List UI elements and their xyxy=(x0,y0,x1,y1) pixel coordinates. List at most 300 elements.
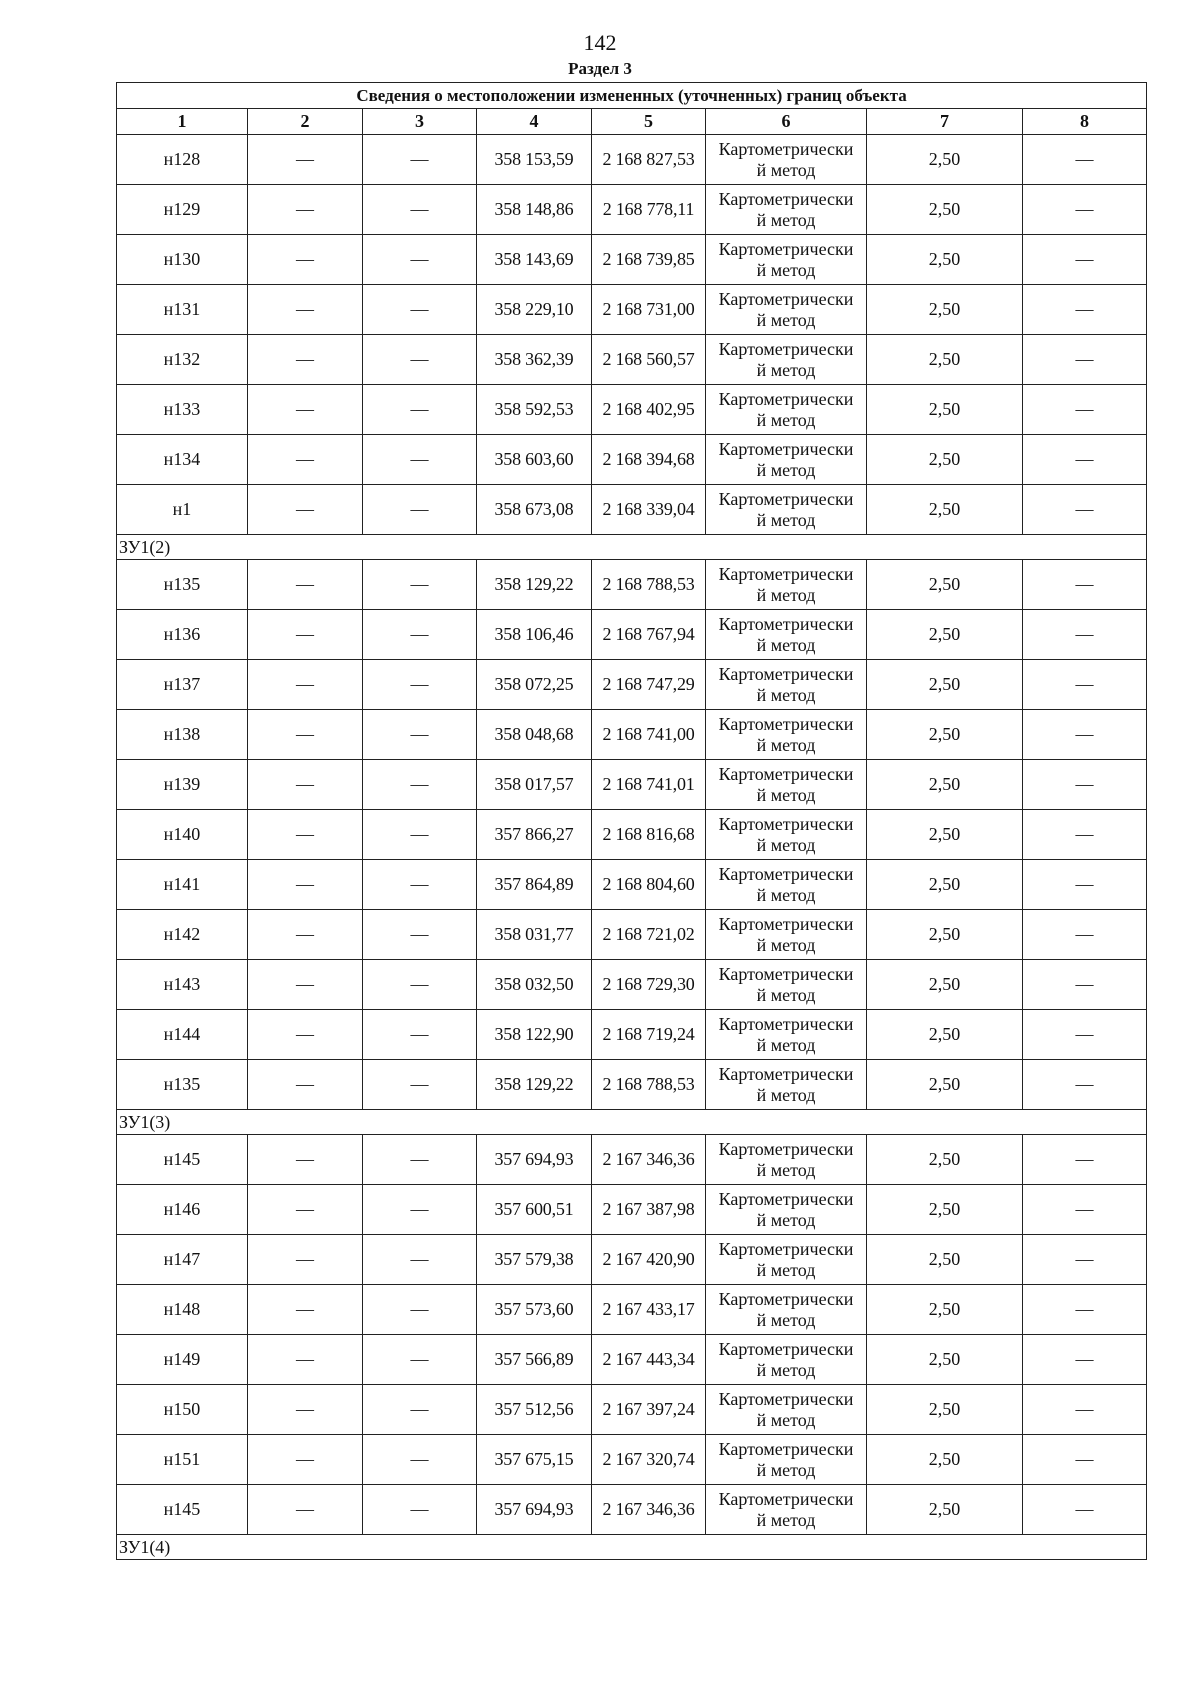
point-name-cell: н131 xyxy=(117,285,248,335)
x-coordinate-cell: 358 129,22 xyxy=(477,1060,592,1110)
column-2-cell: — xyxy=(248,910,363,960)
method-cell xyxy=(706,560,867,610)
y-coordinate-cell: 2 167 320,74 xyxy=(592,1435,706,1485)
method-cell xyxy=(706,1010,867,1060)
accuracy-cell: 2,50 xyxy=(867,285,1023,335)
column-header: 5 xyxy=(592,109,706,135)
method-text-line1: Картометрически xyxy=(718,713,854,734)
column-2-cell: — xyxy=(248,960,363,1010)
x-coordinate-cell: 358 122,90 xyxy=(477,1010,592,1060)
accuracy-cell: 2,50 xyxy=(867,610,1023,660)
method-text-line2: й метод xyxy=(756,1509,816,1530)
column-8-cell: — xyxy=(1023,760,1147,810)
x-coordinate-cell: 358 031,77 xyxy=(477,910,592,960)
x-coordinate-cell: 357 866,27 xyxy=(477,810,592,860)
column-3-cell: — xyxy=(363,235,477,285)
column-8-cell: — xyxy=(1023,1335,1147,1385)
point-name-cell: н142 xyxy=(117,910,248,960)
column-8-cell: — xyxy=(1023,1185,1147,1235)
column-2-cell: — xyxy=(248,285,363,335)
method-text-line2: й метод xyxy=(756,1034,816,1055)
accuracy-cell: 2,50 xyxy=(867,1135,1023,1185)
column-3-cell: — xyxy=(363,135,477,185)
method-text-line2: й метод xyxy=(756,409,816,430)
table-row xyxy=(117,710,1147,760)
x-coordinate-cell: 357 675,15 xyxy=(477,1435,592,1485)
column-8-cell: — xyxy=(1023,435,1147,485)
column-2-cell: — xyxy=(248,1335,363,1385)
accuracy-cell: 2,50 xyxy=(867,435,1023,485)
column-header: 6 xyxy=(706,109,867,135)
column-2-cell: — xyxy=(248,1235,363,1285)
column-header: 4 xyxy=(477,109,592,135)
x-coordinate-cell: 358 673,08 xyxy=(477,485,592,535)
column-3-cell: — xyxy=(363,810,477,860)
column-3-cell: — xyxy=(363,1435,477,1485)
table-row xyxy=(117,610,1147,660)
column-2-cell: — xyxy=(248,1010,363,1060)
y-coordinate-cell: 2 168 778,11 xyxy=(592,185,706,235)
column-8-cell: — xyxy=(1023,960,1147,1010)
point-name-cell: н139 xyxy=(117,760,248,810)
accuracy-cell: 2,50 xyxy=(867,1185,1023,1235)
page-number: 142 xyxy=(583,30,617,55)
y-coordinate-cell: 2 168 788,53 xyxy=(592,1060,706,1110)
method-text-line2: й метод xyxy=(756,884,816,905)
table-row xyxy=(117,135,1147,185)
column-2-cell: — xyxy=(248,710,363,760)
y-coordinate-cell: 2 168 402,95 xyxy=(592,385,706,435)
method-text-line2: й метод xyxy=(756,784,816,805)
y-coordinate-cell: 2 168 339,04 xyxy=(592,485,706,535)
point-name-cell: н128 xyxy=(117,135,248,185)
column-2-cell: — xyxy=(248,1385,363,1435)
section-title: Раздел 3 xyxy=(568,59,632,78)
column-2-cell: — xyxy=(248,185,363,235)
method-text-line1: Картометрически xyxy=(718,563,854,584)
column-8-cell: — xyxy=(1023,1485,1147,1535)
accuracy-cell: 2,50 xyxy=(867,135,1023,185)
accuracy-cell: 2,50 xyxy=(867,385,1023,435)
accuracy-cell: 2,50 xyxy=(867,1335,1023,1385)
column-8-cell: — xyxy=(1023,185,1147,235)
table-row xyxy=(117,1235,1147,1285)
table-row xyxy=(117,1285,1147,1335)
column-2-cell: — xyxy=(248,610,363,660)
method-text-line1: Картометрически xyxy=(718,288,854,309)
x-coordinate-cell: 358 143,69 xyxy=(477,235,592,285)
column-2-cell: — xyxy=(248,760,363,810)
x-coordinate-cell: 357 573,60 xyxy=(477,1285,592,1335)
group-label-row xyxy=(117,535,1147,560)
x-coordinate-cell: 357 579,38 xyxy=(477,1235,592,1285)
method-cell xyxy=(706,1235,867,1285)
method-text-line1: Картометрически xyxy=(718,913,854,934)
column-8-cell: — xyxy=(1023,560,1147,610)
column-2-cell: — xyxy=(248,435,363,485)
column-2-cell: — xyxy=(248,485,363,535)
point-name-cell: н150 xyxy=(117,1385,248,1435)
table-row xyxy=(117,1060,1147,1110)
column-header: 3 xyxy=(363,109,477,135)
y-coordinate-cell: 2 167 397,24 xyxy=(592,1385,706,1435)
y-coordinate-cell: 2 168 739,85 xyxy=(592,235,706,285)
method-text-line1: Картометрически xyxy=(718,1013,854,1034)
method-text-line2: й метод xyxy=(756,359,816,380)
column-3-cell: — xyxy=(363,1335,477,1385)
method-text-line1: Картометрически xyxy=(718,1188,854,1209)
column-8-cell: — xyxy=(1023,235,1147,285)
column-8-cell: — xyxy=(1023,285,1147,335)
method-text-line2: й метод xyxy=(756,934,816,955)
table-row xyxy=(117,1485,1147,1535)
column-3-cell: — xyxy=(363,435,477,485)
column-8-cell: — xyxy=(1023,485,1147,535)
column-3-cell: — xyxy=(363,610,477,660)
accuracy-cell: 2,50 xyxy=(867,710,1023,760)
column-3-cell: — xyxy=(363,485,477,535)
column-3-cell: — xyxy=(363,1185,477,1235)
accuracy-cell: 2,50 xyxy=(867,560,1023,610)
column-8-cell: — xyxy=(1023,610,1147,660)
method-cell xyxy=(706,485,867,535)
method-text-line1: Картометрически xyxy=(718,613,854,634)
point-name-cell: н143 xyxy=(117,960,248,1010)
method-text-line2: й метод xyxy=(756,309,816,330)
column-3-cell: — xyxy=(363,960,477,1010)
column-2-cell: — xyxy=(248,335,363,385)
column-3-cell: — xyxy=(363,1485,477,1535)
table-row xyxy=(117,335,1147,385)
table-row xyxy=(117,1335,1147,1385)
y-coordinate-cell: 2 168 741,00 xyxy=(592,710,706,760)
method-text-line2: й метод xyxy=(756,209,816,230)
column-2-cell: — xyxy=(248,860,363,910)
point-name-cell: н137 xyxy=(117,660,248,710)
method-text-line2: й метод xyxy=(756,1409,816,1430)
method-cell xyxy=(706,1285,867,1335)
method-cell xyxy=(706,1060,867,1110)
table-row xyxy=(117,760,1147,810)
column-8-cell: — xyxy=(1023,335,1147,385)
x-coordinate-cell: 358 048,68 xyxy=(477,710,592,760)
column-8-cell: — xyxy=(1023,660,1147,710)
point-name-cell: н129 xyxy=(117,185,248,235)
point-name-cell: н140 xyxy=(117,810,248,860)
method-text-line1: Картометрически xyxy=(718,138,854,159)
method-cell xyxy=(706,1385,867,1435)
column-2-cell: — xyxy=(248,135,363,185)
column-2-cell: — xyxy=(248,660,363,710)
column-8-cell: — xyxy=(1023,910,1147,960)
method-cell xyxy=(706,1485,867,1535)
accuracy-cell: 2,50 xyxy=(867,485,1023,535)
accuracy-cell: 2,50 xyxy=(867,1235,1023,1285)
column-2-cell: — xyxy=(248,810,363,860)
point-name-cell: н141 xyxy=(117,860,248,910)
method-text-line1: Картометрически xyxy=(718,1288,854,1309)
column-3-cell: — xyxy=(363,910,477,960)
method-text-line2: й метод xyxy=(756,1359,816,1380)
column-8-cell: — xyxy=(1023,1285,1147,1335)
point-name-cell: н147 xyxy=(117,1235,248,1285)
column-3-cell: — xyxy=(363,560,477,610)
column-3-cell: — xyxy=(363,1010,477,1060)
y-coordinate-cell: 2 168 827,53 xyxy=(592,135,706,185)
column-2-cell: — xyxy=(248,385,363,435)
y-coordinate-cell: 2 167 420,90 xyxy=(592,1235,706,1285)
column-header: 7 xyxy=(867,109,1023,135)
group-label: ЗУ1(2) xyxy=(117,535,1147,560)
boundary-coordinates-table xyxy=(116,82,1147,1560)
x-coordinate-cell: 357 694,93 xyxy=(477,1485,592,1535)
method-text-line2: й метод xyxy=(756,1159,816,1180)
method-cell xyxy=(706,910,867,960)
method-text-line2: й метод xyxy=(756,584,816,605)
method-cell xyxy=(706,610,867,660)
column-3-cell: — xyxy=(363,385,477,435)
column-2-cell: — xyxy=(248,1435,363,1485)
column-3-cell: — xyxy=(363,285,477,335)
column-3-cell: — xyxy=(363,335,477,385)
column-header: 8 xyxy=(1023,109,1147,135)
accuracy-cell: 2,50 xyxy=(867,760,1023,810)
table-row xyxy=(117,485,1147,535)
method-text-line1: Картометрически xyxy=(718,388,854,409)
point-name-cell: н151 xyxy=(117,1435,248,1485)
method-cell xyxy=(706,335,867,385)
group-label: ЗУ1(3) xyxy=(117,1110,1147,1135)
x-coordinate-cell: 358 592,53 xyxy=(477,385,592,435)
column-8-cell: — xyxy=(1023,135,1147,185)
point-name-cell: н135 xyxy=(117,1060,248,1110)
column-8-cell: — xyxy=(1023,1385,1147,1435)
group-label-row xyxy=(117,1110,1147,1135)
group-label-row xyxy=(117,1535,1147,1560)
accuracy-cell: 2,50 xyxy=(867,910,1023,960)
method-text-line1: Картометрически xyxy=(718,1388,854,1409)
table-row xyxy=(117,1435,1147,1485)
method-text-line1: Картометрически xyxy=(718,188,854,209)
y-coordinate-cell: 2 167 346,36 xyxy=(592,1135,706,1185)
table-caption-row xyxy=(117,83,1147,109)
x-coordinate-cell: 358 017,57 xyxy=(477,760,592,810)
column-3-cell: — xyxy=(363,710,477,760)
method-text-line2: й метод xyxy=(756,984,816,1005)
method-text-line2: й метод xyxy=(756,1259,816,1280)
column-2-cell: — xyxy=(248,1060,363,1110)
table-row xyxy=(117,560,1147,610)
table-row xyxy=(117,235,1147,285)
method-cell xyxy=(706,435,867,485)
column-header-row xyxy=(117,109,1147,135)
point-name-cell: н149 xyxy=(117,1335,248,1385)
y-coordinate-cell: 2 168 719,24 xyxy=(592,1010,706,1060)
column-3-cell: — xyxy=(363,1060,477,1110)
x-coordinate-cell: 358 603,60 xyxy=(477,435,592,485)
point-name-cell: н132 xyxy=(117,335,248,385)
y-coordinate-cell: 2 167 387,98 xyxy=(592,1185,706,1235)
column-8-cell: — xyxy=(1023,1060,1147,1110)
x-coordinate-cell: 357 512,56 xyxy=(477,1385,592,1435)
method-text-line1: Картометрически xyxy=(718,1138,854,1159)
x-coordinate-cell: 358 032,50 xyxy=(477,960,592,1010)
x-coordinate-cell: 357 864,89 xyxy=(477,860,592,910)
method-text-line2: й метод xyxy=(756,459,816,480)
x-coordinate-cell: 357 600,51 xyxy=(477,1185,592,1235)
y-coordinate-cell: 2 167 433,17 xyxy=(592,1285,706,1335)
method-cell xyxy=(706,810,867,860)
column-3-cell: — xyxy=(363,860,477,910)
method-cell xyxy=(706,285,867,335)
column-2-cell: — xyxy=(248,1185,363,1235)
column-3-cell: — xyxy=(363,760,477,810)
method-text-line2: й метод xyxy=(756,1084,816,1105)
column-8-cell: — xyxy=(1023,385,1147,435)
y-coordinate-cell: 2 168 816,68 xyxy=(592,810,706,860)
method-text-line1: Картометрически xyxy=(718,763,854,784)
y-coordinate-cell: 2 168 394,68 xyxy=(592,435,706,485)
accuracy-cell: 2,50 xyxy=(867,235,1023,285)
method-cell xyxy=(706,960,867,1010)
method-cell xyxy=(706,1185,867,1235)
x-coordinate-cell: 358 106,46 xyxy=(477,610,592,660)
method-text-line1: Картометрически xyxy=(718,1238,854,1259)
table-row xyxy=(117,435,1147,485)
y-coordinate-cell: 2 168 729,30 xyxy=(592,960,706,1010)
table-row xyxy=(117,185,1147,235)
method-cell xyxy=(706,710,867,760)
column-3-cell: — xyxy=(363,1285,477,1335)
column-3-cell: — xyxy=(363,1385,477,1435)
y-coordinate-cell: 2 168 747,29 xyxy=(592,660,706,710)
accuracy-cell: 2,50 xyxy=(867,1385,1023,1435)
column-2-cell: — xyxy=(248,235,363,285)
point-name-cell: н130 xyxy=(117,235,248,285)
method-text-line2: й метод xyxy=(756,259,816,280)
table-row xyxy=(117,810,1147,860)
table-row xyxy=(117,1385,1147,1435)
method-text-line1: Картометрически xyxy=(718,863,854,884)
group-label: ЗУ1(4) xyxy=(117,1535,1147,1560)
table-row xyxy=(117,1135,1147,1185)
x-coordinate-cell: 358 148,86 xyxy=(477,185,592,235)
x-coordinate-cell: 358 362,39 xyxy=(477,335,592,385)
column-3-cell: — xyxy=(363,660,477,710)
table-row xyxy=(117,285,1147,335)
point-name-cell: н135 xyxy=(117,560,248,610)
method-cell xyxy=(706,860,867,910)
accuracy-cell: 2,50 xyxy=(867,1010,1023,1060)
column-3-cell: — xyxy=(363,185,477,235)
table-body xyxy=(117,83,1147,1560)
method-text-line1: Картометрически xyxy=(718,663,854,684)
column-8-cell: — xyxy=(1023,860,1147,910)
y-coordinate-cell: 2 168 741,01 xyxy=(592,760,706,810)
accuracy-cell: 2,50 xyxy=(867,960,1023,1010)
table-caption: Сведения о местоположении измененных (уточненных) границ объекта xyxy=(117,83,1147,109)
method-text-line2: й метод xyxy=(756,159,816,180)
table-row xyxy=(117,960,1147,1010)
point-name-cell: н148 xyxy=(117,1285,248,1335)
method-text-line1: Картометрически xyxy=(718,1063,854,1084)
method-text-line1: Картометрически xyxy=(718,1338,854,1359)
point-name-cell: н145 xyxy=(117,1485,248,1535)
method-cell xyxy=(706,385,867,435)
y-coordinate-cell: 2 168 560,57 xyxy=(592,335,706,385)
y-coordinate-cell: 2 168 721,02 xyxy=(592,910,706,960)
accuracy-cell: 2,50 xyxy=(867,335,1023,385)
column-2-cell: — xyxy=(248,1485,363,1535)
point-name-cell: н133 xyxy=(117,385,248,435)
column-2-cell: — xyxy=(248,560,363,610)
table-row xyxy=(117,910,1147,960)
table-row xyxy=(117,1185,1147,1235)
accuracy-cell: 2,50 xyxy=(867,660,1023,710)
y-coordinate-cell: 2 168 788,53 xyxy=(592,560,706,610)
method-cell xyxy=(706,1335,867,1385)
column-header: 1 xyxy=(117,109,248,135)
column-8-cell: — xyxy=(1023,1235,1147,1285)
x-coordinate-cell: 357 566,89 xyxy=(477,1335,592,1385)
method-text-line2: й метод xyxy=(756,734,816,755)
method-text-line2: й метод xyxy=(756,1209,816,1230)
method-text-line1: Картометрически xyxy=(718,1438,854,1459)
accuracy-cell: 2,50 xyxy=(867,1285,1023,1335)
point-name-cell: н138 xyxy=(117,710,248,760)
x-coordinate-cell: 358 129,22 xyxy=(477,560,592,610)
method-text-line1: Картометрически xyxy=(718,1488,854,1509)
method-cell xyxy=(706,135,867,185)
column-8-cell: — xyxy=(1023,1435,1147,1485)
method-cell xyxy=(706,1435,867,1485)
column-2-cell: — xyxy=(248,1285,363,1335)
method-text-line1: Картометрически xyxy=(718,963,854,984)
method-cell xyxy=(706,185,867,235)
method-text-line2: й метод xyxy=(756,1309,816,1330)
method-text-line1: Картометрически xyxy=(718,438,854,459)
method-text-line1: Картометрически xyxy=(718,238,854,259)
accuracy-cell: 2,50 xyxy=(867,185,1023,235)
y-coordinate-cell: 2 167 443,34 xyxy=(592,1335,706,1385)
point-name-cell: н146 xyxy=(117,1185,248,1235)
method-text-line1: Картометрически xyxy=(718,813,854,834)
x-coordinate-cell: 358 229,10 xyxy=(477,285,592,335)
method-text-line1: Картометрически xyxy=(718,338,854,359)
method-cell xyxy=(706,235,867,285)
y-coordinate-cell: 2 168 767,94 xyxy=(592,610,706,660)
table-row xyxy=(117,660,1147,710)
point-name-cell: н1 xyxy=(117,485,248,535)
column-8-cell: — xyxy=(1023,1010,1147,1060)
column-8-cell: — xyxy=(1023,810,1147,860)
method-text-line2: й метод xyxy=(756,834,816,855)
column-3-cell: — xyxy=(363,1235,477,1285)
point-name-cell: н145 xyxy=(117,1135,248,1185)
x-coordinate-cell: 358 072,25 xyxy=(477,660,592,710)
y-coordinate-cell: 2 168 731,00 xyxy=(592,285,706,335)
column-8-cell: — xyxy=(1023,710,1147,760)
method-text-line2: й метод xyxy=(756,634,816,655)
point-name-cell: н134 xyxy=(117,435,248,485)
column-3-cell: — xyxy=(363,1135,477,1185)
method-cell xyxy=(706,760,867,810)
accuracy-cell: 2,50 xyxy=(867,1485,1023,1535)
method-text-line2: й метод xyxy=(756,509,816,530)
point-name-cell: н144 xyxy=(117,1010,248,1060)
accuracy-cell: 2,50 xyxy=(867,1435,1023,1485)
accuracy-cell: 2,50 xyxy=(867,860,1023,910)
